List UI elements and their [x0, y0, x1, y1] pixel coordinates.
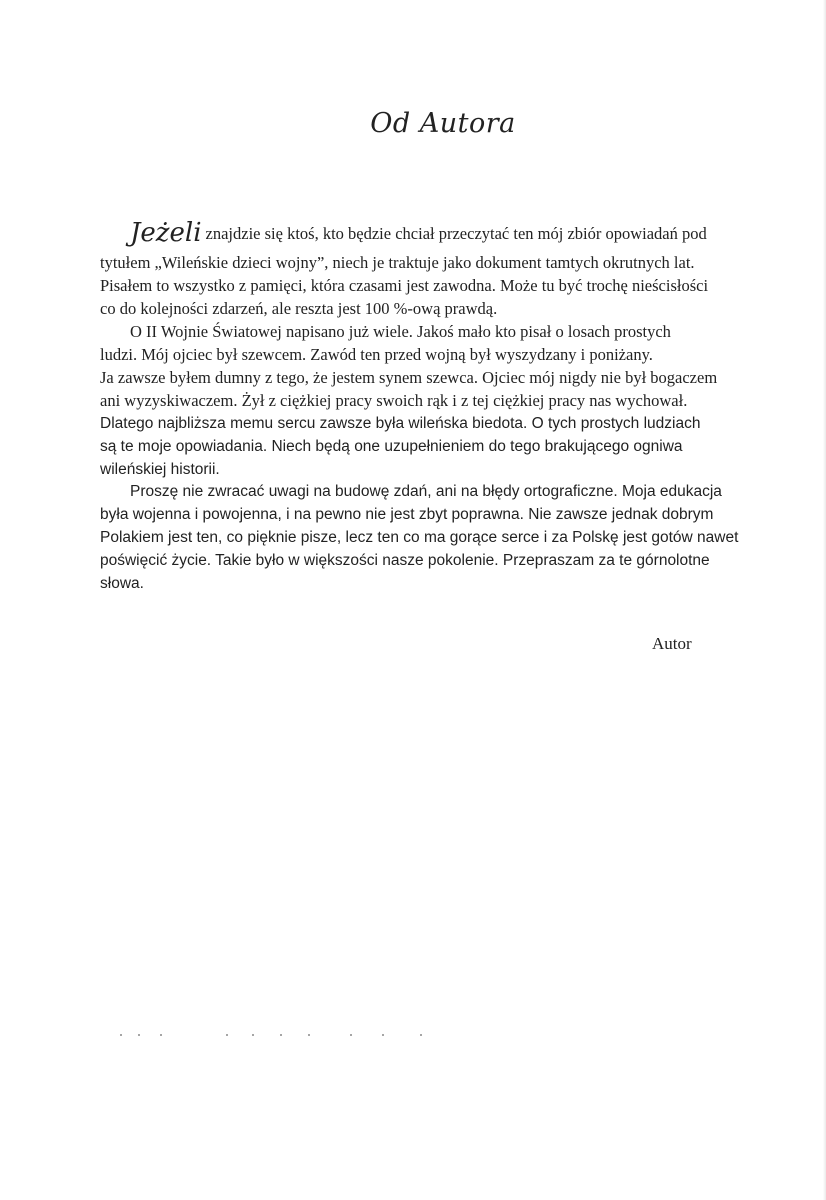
scan-speck — [350, 1034, 352, 1036]
paragraph-2 — [100, 320, 720, 481]
paragraph-1 — [100, 218, 720, 320]
text-line: była wojenna i powojenna, i na pewno nie jest zbyt poprawna. Nie zawsze jednak dobrym — [100, 506, 714, 523]
scan-speck — [226, 1034, 228, 1036]
scan-speck — [420, 1034, 422, 1036]
text-line: ludzi. Mój ojciec był szewcem. Zawód ten przed wojną był wyszydzany i poniżany. — [100, 345, 653, 364]
page-title: Od Autora — [370, 108, 516, 139]
paragraph-3 — [100, 480, 739, 595]
text-line: Proszę nie zwracać uwagi na budowę zdań, ani na błędy ortograficzne. Moja edukacja — [130, 483, 722, 500]
scan-speck — [382, 1034, 384, 1036]
text-line: poświęcić życie. Takie było w większości nasze pokolenie. Przepraszam za te górnolotne — [100, 552, 710, 569]
text-line: są te moje opowiadania. Niech będą one uzupełnieniem do tego brakującego ogniwa — [100, 438, 683, 455]
scan-speck — [280, 1034, 282, 1036]
signature: Autor — [652, 634, 692, 653]
scan-speck — [120, 1034, 122, 1036]
scan-speck — [138, 1034, 140, 1036]
text-line: Polakiem jest ten, co pięknie pisze, lecz ten co ma gorące serce i za Polskę jest gotów nawet — [100, 529, 739, 546]
text-line: Ja zawsze byłem dumny z tego, że jestem synem szewca. Ojciec mój nigdy nie był bogaczem — [100, 368, 718, 387]
scan-speck — [252, 1034, 254, 1036]
text-line: wileńskiej historii. — [100, 461, 220, 478]
text-line: tytułem „Wileńskie dzieci wojny”, niech je traktuje jako dokument tamtych okrutnych lat. — [100, 253, 695, 272]
text-line: ani wyzyskiwaczem. Żył z ciężkiej pracy swoich rąk i z tej ciężkiej pracy nas wychował. — [100, 391, 688, 410]
text-line: słowa. — [100, 575, 144, 592]
text-line: Dlatego najbliższa memu sercu zawsze była wileńska biedota. O tych prostych ludziach — [100, 415, 701, 432]
scan-speck — [160, 1034, 162, 1036]
text-line: Jeżeli znajdzie się ktoś, kto będzie chciał przeczytać ten mój zbiór opowiadań pod — [130, 218, 707, 248]
text-line: O II Wojnie Światowej napisano już wiele. Jakoś mało kto pisał o losach prostych — [130, 322, 671, 341]
text-line: co do kolejności zdarzeń, ale reszta jest 100 %-ową prawdą. — [100, 299, 498, 318]
initial-word: Jeżeli — [130, 218, 202, 248]
scan-speck — [308, 1034, 310, 1036]
text-line: Pisałem to wszystko z pamięci, która czasami jest zawodna. Może tu być trochę nieścisłości — [100, 276, 709, 295]
scan-specks — [120, 1034, 460, 1040]
